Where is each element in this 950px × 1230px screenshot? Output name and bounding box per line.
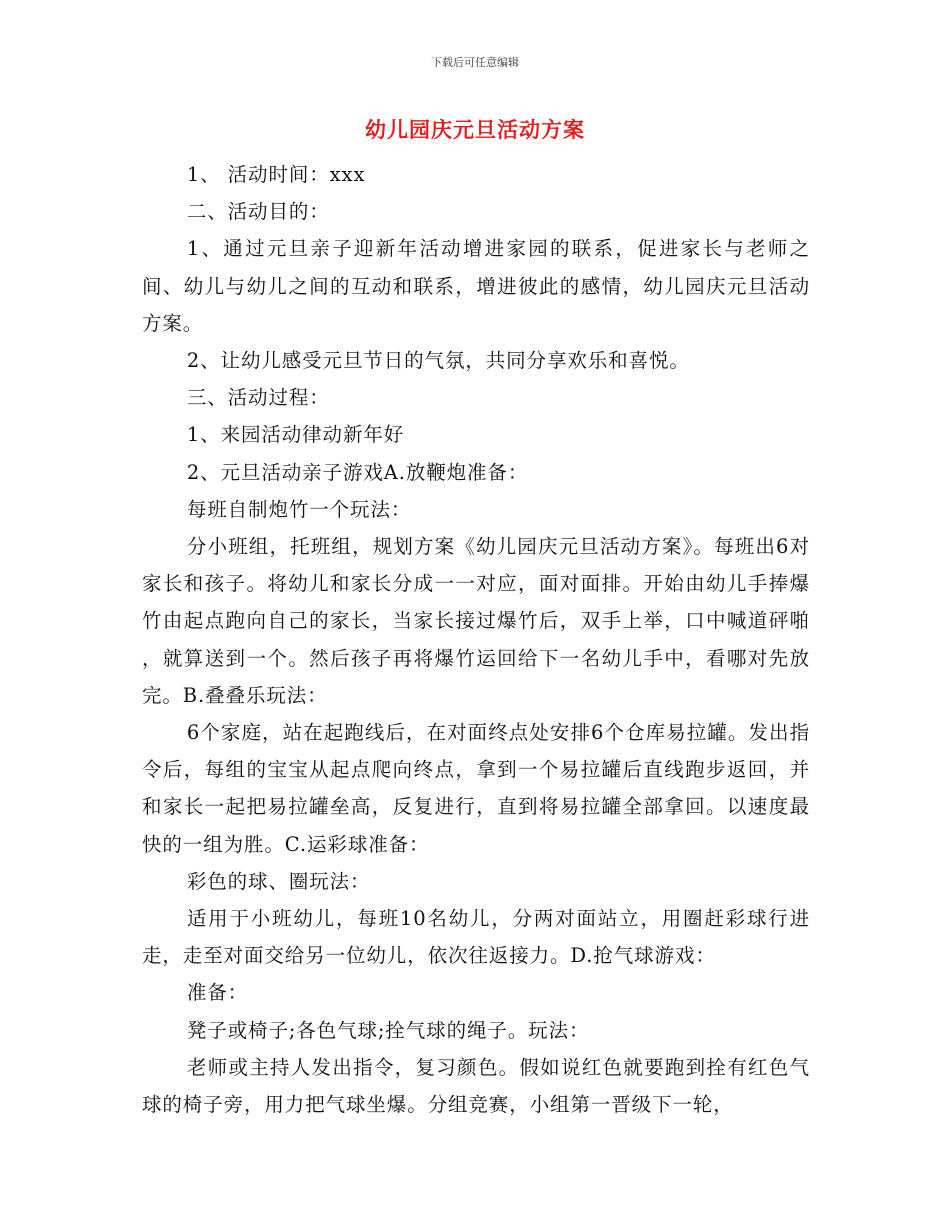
paragraph: 二、活动目的： [186, 200, 330, 224]
paragraph: 凳子或椅子;各色气球;拴气球的绳子。玩法： [186, 1018, 590, 1042]
paragraph: 准备： [186, 981, 249, 1005]
paragraph: 1、通过元旦亲子迎新年活动增进家园的联系，促进家长与老师之间、幼儿与幼儿之间的互动和联系，增进彼此的感情，幼儿园庆元旦活动方案。 [142, 237, 810, 335]
paragraph: 2、让幼儿感受元旦节日的气氛，共同分享欢乐和喜悦。 [186, 349, 690, 373]
paragraph: 每班自制炮竹一个玩法： [186, 497, 412, 521]
paragraph: 老师或主持人发出指令，复习颜色。假如说红色就要跑到拴有红色气球的椅子旁，用力把气球坐爆。分组竞赛，小组第一晋级下一轮， [142, 1055, 810, 1117]
paragraph: 分小班组，托班组，规划方案《幼儿园庆元旦活动方案》。每班出6对家长和孩子。将幼儿和家长分成一一对应，面对面排。开始由幼儿手捧爆竹由起点跑向自己的家长，当家长接过爆竹后，双手上举，口中喊道砰啪 ，就算送到一个。然后孩子再将爆竹运回给下一名幼儿手中，看哪对先放完。B.叠叠乐玩法： [142, 535, 810, 707]
document-title: 幼儿园庆元旦活动方案 [365, 118, 585, 142]
paragraph: 适用于小班幼儿，每班10名幼儿，分两对面站立，用圈赶彩球行进走，走至对面交给另一位幼儿，依次往返接力。D.抢气球游戏： [142, 907, 810, 968]
paragraph: 三、活动过程： [186, 386, 330, 410]
paragraph: 1、来园活动律动新年好 [186, 423, 405, 447]
paragraph: 2、元旦活动亲子游戏A.放鞭炮准备： [186, 460, 529, 484]
document-body [142, 156, 810, 1123]
header-note: 下载后可任意编辑 [431, 56, 519, 69]
paragraph: 6个家庭，站在起跑线后，在对面终点处安排6个仓库易拉罐。发出指令后，每组的宝宝从起点爬向终点，拿到一个易拉罐后直线跑步返回，并和家长一起把易拉罐垒高，反复进行，直到将易拉罐全部拿回。以速度最快的一组为胜。C.运彩球准备： [142, 721, 810, 856]
paragraph: 彩色的球、圈玩法： [186, 869, 371, 893]
paragraph: 1、 活动时间：xxx [186, 163, 366, 186]
